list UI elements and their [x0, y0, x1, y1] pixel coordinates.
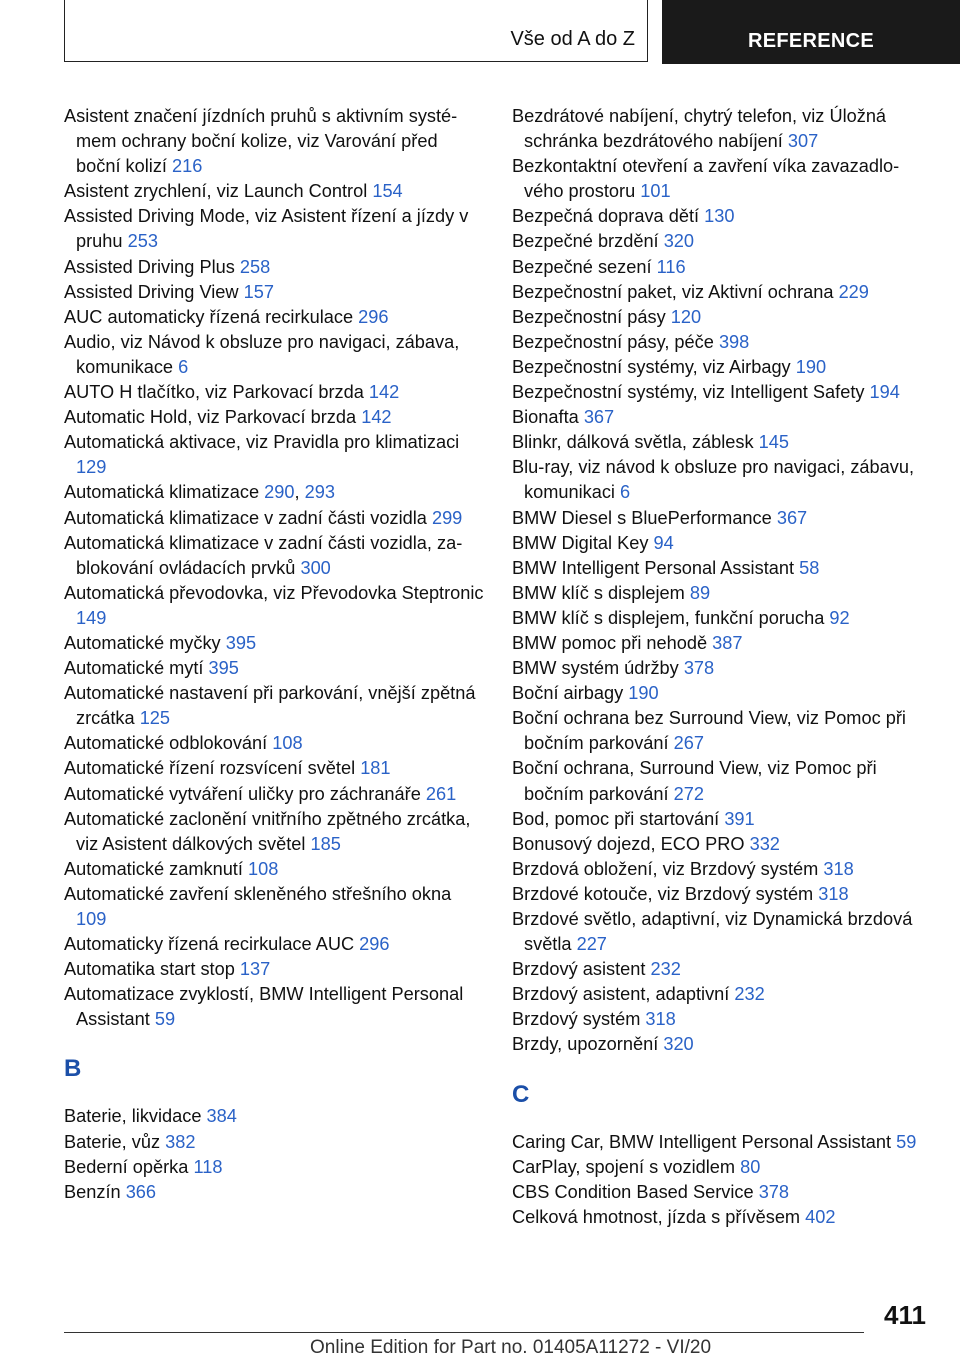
page-link[interactable]: 261 — [425, 783, 457, 804]
page-link[interactable]: 190 — [795, 356, 827, 377]
index-entry-text: Bezpečnostní systémy, viz Airbagy — [512, 356, 791, 377]
index-entry — [512, 606, 932, 631]
entries-b-continued — [512, 104, 932, 1058]
index-entry — [512, 305, 932, 330]
index-entry-text: Brzdová obložení, viz Brzdový systém — [512, 858, 819, 879]
index-entry-text: Automatické myčky — [64, 632, 221, 653]
page-link[interactable]: 384 — [206, 1106, 237, 1127]
page-link[interactable]: 299 — [431, 507, 463, 528]
index-entry-text: Bezpečnostní systémy, viz Intelligent Safety — [512, 382, 865, 403]
index-entry — [64, 631, 484, 656]
page-link[interactable]: 296 — [359, 934, 390, 955]
page-link[interactable]: 293 — [304, 482, 335, 503]
page-link[interactable]: 258 — [239, 256, 271, 277]
index-entry-text: Assisted Driving View — [64, 281, 239, 302]
index-entry — [512, 706, 932, 756]
index-entry-text: Audio, viz Návod k obsluze pro navigaci, zábava, komunikace — [64, 331, 460, 377]
index-entry-text: Boční ochrana bez Surround View, viz Pomoc při bočním parkování — [512, 708, 906, 754]
page-link[interactable]: 367 — [583, 407, 615, 428]
index-entry-text: Asistent zrychlení, viz Launch Control — [64, 181, 368, 202]
index-entry — [64, 857, 484, 882]
index-entry-text: Blu-ray, viz návod k obsluze pro navigaci, zábavu, komunikaci — [512, 457, 915, 503]
index-entry-text: Bezpečné brzdění — [512, 231, 659, 252]
page-link[interactable]: 101 — [640, 181, 671, 202]
index-entry — [64, 305, 484, 330]
category-tab — [662, 0, 960, 64]
index-entry-text: Automatické odblokování — [64, 733, 268, 754]
index-entry-text: Automatické řízení rozsvícení světel — [64, 758, 356, 779]
index-entry-text: BMW systém údržby — [512, 658, 679, 679]
index-entry — [512, 581, 932, 606]
page-link[interactable]: 142 — [368, 382, 400, 403]
index-entry-text: Automatická klimatizace — [64, 482, 260, 503]
page-link[interactable]: 300 — [300, 557, 331, 578]
index-entry — [512, 330, 932, 355]
index-entry-text: BMW klíč s displejem — [512, 582, 685, 603]
page-link[interactable]: 109 — [76, 909, 107, 929]
index-entry — [512, 506, 932, 531]
page-link[interactable]: 116 — [656, 256, 686, 277]
entries-a — [64, 104, 484, 1032]
page-link[interactable]: 108 — [272, 733, 303, 754]
index-entry — [64, 731, 484, 756]
index-entry-text: Automatické zamknutí — [64, 858, 243, 879]
index-entry — [64, 506, 484, 531]
page-link[interactable]: 130 — [704, 206, 735, 227]
index-entry — [512, 882, 932, 907]
index-entry — [64, 882, 484, 932]
index-entry — [512, 556, 932, 581]
index-entry-text: Baterie, vůz — [64, 1131, 161, 1152]
index-entry — [64, 255, 484, 280]
page-number: 411 — [884, 1300, 926, 1330]
page-link[interactable]: 318 — [818, 883, 849, 904]
index-entry-text: Celková hmotnost, jízda s přívěsem — [512, 1206, 801, 1227]
index-entry-text: Assisted Driving Plus — [64, 256, 235, 277]
page-link[interactable]: 185 — [310, 833, 341, 854]
index-entry — [512, 807, 932, 832]
index-entry-text: Boční airbagy — [512, 683, 624, 704]
index-entry — [512, 455, 932, 505]
index-entry — [512, 154, 932, 204]
index-entry-text: Automaticky řízená recirkulace AUC — [64, 934, 355, 955]
page-link[interactable]: 6 — [178, 356, 189, 377]
page-link[interactable]: 332 — [749, 833, 780, 854]
page-link[interactable]: 267 — [673, 733, 704, 754]
index-entry — [64, 656, 484, 681]
page-link[interactable]: 154 — [372, 181, 403, 202]
index-entry — [64, 531, 484, 581]
footer-divider — [64, 1332, 864, 1333]
index-entry-text: Automatická klimatizace v zadní části vozidla, zablokování ovládacích prvků — [64, 532, 463, 578]
page-link[interactable]: 272 — [673, 783, 704, 804]
index-entry-text: CarPlay, spojení s vozidlem — [512, 1156, 736, 1177]
page-link[interactable]: 296 — [358, 306, 389, 327]
page-link[interactable]: 108 — [247, 858, 279, 879]
index-entry — [64, 681, 484, 731]
page-link[interactable]: 181 — [360, 758, 391, 779]
index-entry — [512, 681, 932, 706]
index-entry-text: Bezdrátové nabíjení, chytrý telefon, viz Úložná schránka bezdrátového nabíjení — [512, 106, 887, 152]
entries-b — [64, 1104, 484, 1204]
index-letter-b: B — [64, 1055, 82, 1083]
page-link[interactable]: 157 — [243, 281, 274, 302]
page-link[interactable]: 307 — [787, 131, 819, 152]
page-link[interactable]: 398 — [718, 331, 750, 352]
index-entry — [64, 380, 484, 405]
page-link[interactable]: 137 — [239, 959, 271, 980]
index-entry: Automatická klimatizace 290, 293 — [64, 482, 335, 503]
index-entry — [64, 330, 484, 380]
index-entry — [512, 1130, 932, 1155]
index-entry-text: Bederní opěrka — [64, 1156, 189, 1177]
page-link[interactable]: 318 — [823, 858, 854, 879]
index-entry — [64, 982, 484, 1032]
index-column-left — [64, 104, 484, 1205]
index-entry-text: Brzdy, upozornění — [512, 1034, 659, 1055]
index-entry — [64, 280, 484, 305]
index-entry — [512, 857, 932, 882]
index-entry-text: Automatic Hold, viz Parkovací brzda — [64, 407, 357, 428]
index-entry — [64, 932, 484, 957]
index-entry — [512, 1032, 932, 1057]
page-link[interactable]: 59 — [896, 1131, 917, 1152]
index-entry-text: BMW Digital Key — [512, 532, 649, 553]
index-entry-text: Assisted Driving Mode, viz Asistent řízení a jízdy v pruhu — [64, 206, 469, 252]
index-entry-text: Automatické zavření skleněného střešního okna — [64, 883, 452, 904]
page-link[interactable]: 253 — [127, 231, 158, 252]
index-entry-text: Bod, pomoc při startování — [512, 808, 720, 829]
index-entry — [64, 581, 484, 631]
index-letter-c: C — [512, 1080, 530, 1108]
index-entry — [64, 1104, 484, 1129]
section-title: Vše od A do Z — [510, 28, 635, 50]
page-link[interactable]: 129 — [76, 457, 107, 478]
index-entry — [512, 255, 932, 280]
index-entry — [512, 229, 932, 254]
index-entry-text: Asistent značení jízdních pruhů s aktivním systémem ochrany boční kolize, viz Varování před boční kolizí — [64, 106, 458, 177]
index-entry-text: AUTO H tlačítko, viz Parkovací brzda — [64, 382, 364, 403]
index-entry — [512, 982, 932, 1007]
index-entry — [512, 1205, 932, 1230]
index-entry-text: Bezpečnostní paket, viz Aktivní ochrana — [512, 281, 834, 302]
index-entry — [64, 756, 484, 781]
index-entry-text: BMW Intelligent Personal Assistant — [512, 557, 795, 578]
page-link[interactable]: 395 — [225, 632, 257, 653]
page-link[interactable]: 89 — [689, 582, 711, 603]
page-link[interactable]: 387 — [712, 632, 743, 653]
index-entry-text: Bezkontaktní otevření a zavření víka zavazadlového prostoru — [512, 156, 900, 202]
page-link[interactable]: 120 — [670, 306, 702, 327]
index-entry-text: Automatické nastavení při parkování, vnější zpětná zrcátka — [64, 683, 476, 729]
index-entry — [512, 355, 932, 380]
index-entry — [64, 782, 484, 807]
page-link[interactable]: 290 — [264, 482, 295, 503]
index-entry-text: Automatizace zvyklostí, BMW Intelligent Personal Assistant — [64, 984, 464, 1030]
index-entry — [64, 204, 484, 254]
index-entry — [512, 907, 932, 957]
page-link[interactable]: 145 — [758, 432, 790, 453]
category-title: REFERENCE — [747, 30, 875, 52]
page-link[interactable]: 382 — [165, 1131, 196, 1152]
index-entry-text: Brzdový systém — [512, 1009, 641, 1030]
page-link[interactable]: 391 — [724, 808, 755, 829]
index-entry — [512, 756, 932, 806]
index-entry — [64, 1155, 484, 1180]
index-entry — [512, 832, 932, 857]
index-entry — [512, 957, 932, 982]
index-entry-text: Bezpečná doprava dětí — [512, 206, 700, 227]
page-link[interactable]: 367 — [776, 507, 808, 528]
page-link[interactable]: 378 — [683, 658, 715, 679]
index-entry — [512, 656, 932, 681]
index-entry — [64, 807, 484, 857]
index-entry-text: BMW pomoc při nehodě — [512, 632, 708, 653]
page-link[interactable]: 194 — [869, 382, 900, 403]
page-link[interactable]: 232 — [734, 984, 765, 1005]
index-entry-text: Bezpečné sezení — [512, 256, 652, 277]
index-entry — [512, 1007, 932, 1032]
index-entry-text: Benzín — [64, 1181, 121, 1202]
page-link[interactable]: 366 — [125, 1181, 157, 1202]
index-entry — [512, 631, 932, 656]
page-link[interactable]: 94 — [653, 532, 674, 553]
page-header — [64, 0, 960, 64]
index-entry-text: Bezpečnostní pásy — [512, 306, 666, 327]
index-entry — [512, 531, 932, 556]
page-link[interactable]: 395 — [208, 658, 239, 679]
index-entry-text: Automatická klimatizace v zadní části vozidla — [64, 507, 427, 528]
page-link[interactable]: 6 — [620, 482, 631, 503]
index-entry — [512, 280, 932, 305]
page-link[interactable]: 149 — [76, 607, 107, 628]
page-link[interactable]: 227 — [576, 934, 607, 955]
page-link[interactable]: 232 — [650, 959, 681, 980]
page-link[interactable]: 58 — [799, 557, 820, 578]
page-link[interactable]: 378 — [758, 1181, 790, 1202]
page-link[interactable]: 216 — [172, 156, 203, 177]
index-entry — [64, 957, 484, 982]
index-entry — [64, 1180, 484, 1205]
index-entry — [64, 1130, 484, 1155]
page-link[interactable]: 320 — [663, 231, 695, 252]
footer-edition: Online Edition for Part no. 01405A11272 - VI/20 — [310, 1337, 712, 1358]
index-entry — [512, 204, 932, 229]
index-entry-text: AUC automaticky řízená recirkulace — [64, 306, 354, 327]
index-entry-text: Automatická aktivace, viz Pravidla pro klimatizaci — [64, 432, 460, 453]
index-entry — [512, 1155, 932, 1180]
index-entry-text: Automatické mytí — [64, 658, 204, 679]
index-entry — [512, 430, 932, 455]
page-link[interactable]: 92 — [829, 607, 850, 628]
index-entry-text: Bezpečnostní pásy, péče — [512, 331, 714, 352]
page-link[interactable]: 118 — [193, 1156, 223, 1177]
index-entry — [512, 405, 932, 430]
index-entry-text: Brzdové světlo, adaptivní, viz Dynamická brzdová světla — [512, 909, 913, 955]
index-entry — [512, 1180, 932, 1205]
page-link[interactable]: 320 — [663, 1034, 694, 1055]
index-entry-text: Automatika start stop — [64, 959, 235, 980]
index-entry-text: Automatické zaclonění vnitřního zpětného zrcátka, viz Asistent dálkových světel — [64, 808, 471, 854]
page-link[interactable]: 190 — [628, 683, 659, 704]
page-link[interactable]: 318 — [645, 1009, 676, 1030]
index-column-right — [512, 104, 932, 1230]
entries-c — [512, 1130, 932, 1230]
index-entry — [512, 380, 932, 405]
index-entry — [64, 104, 484, 179]
index-entry-text: Bonusový dojezd, ECO PRO — [512, 833, 745, 854]
index-entry-text: Automatická převodovka, viz Převodovka Steptronic — [64, 582, 484, 603]
page-link[interactable]: 59 — [154, 1009, 176, 1030]
index-entry — [64, 430, 484, 480]
index-entry-text: Automatické vytváření uličky pro záchranáře — [64, 783, 421, 804]
index-entry-text: Brzdový asistent — [512, 959, 646, 980]
index-entry-text: Caring Car, BMW Intelligent Personal Assistant — [512, 1131, 892, 1152]
page-link[interactable]: 125 — [139, 708, 171, 729]
index-entry-text: Brzdové kotouče, viz Brzdový systém — [512, 883, 814, 904]
index-entry-text: BMW Diesel s BluePerformance — [512, 507, 772, 528]
index-entry — [512, 104, 932, 154]
index-entry-text: BMW klíč s displejem, funkční porucha — [512, 607, 825, 628]
index-entry-text: CBS Condition Based Service — [512, 1181, 754, 1202]
index-entry-text: Boční ochrana, Surround View, viz Pomoc při bočním parkování — [512, 758, 877, 804]
index-entry-text: Brzdový asistent, adaptivní — [512, 984, 730, 1005]
section-tab — [64, 0, 648, 62]
index-entry-text: Baterie, likvidace — [64, 1106, 202, 1127]
page-link[interactable]: 402 — [805, 1206, 836, 1227]
index-entry — [64, 405, 484, 430]
index-entry-text: Blinkr, dálková světla, záblesk — [512, 432, 754, 453]
page-link[interactable]: 229 — [838, 281, 869, 302]
index-entry — [64, 179, 484, 204]
page-link[interactable]: 80 — [740, 1156, 761, 1177]
index-entry-text: Bionafta — [512, 407, 579, 428]
page-link[interactable]: 142 — [361, 407, 392, 428]
